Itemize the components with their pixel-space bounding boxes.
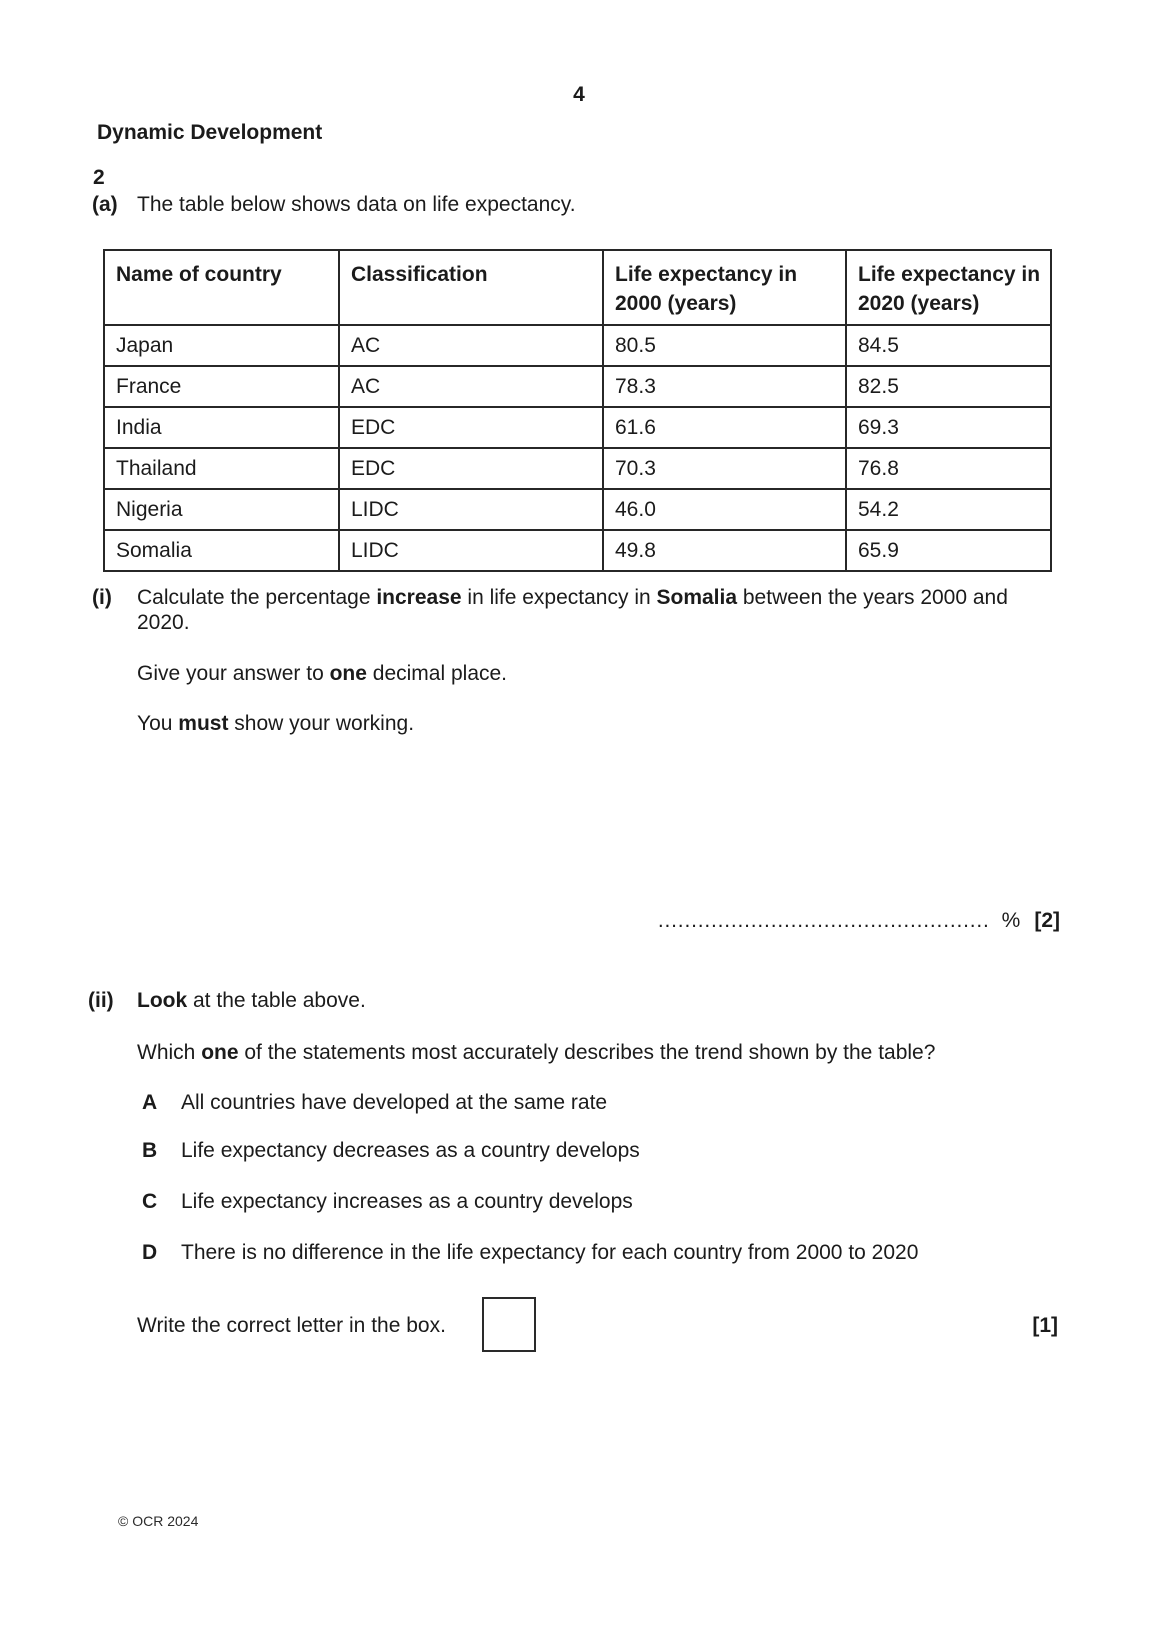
cell-classification: LIDC xyxy=(339,530,603,571)
part-i-question xyxy=(137,585,1052,635)
header-2020: Life expectancy in 2020 (years) xyxy=(846,250,1051,325)
option-a-letter: A xyxy=(142,1091,158,1114)
cell-2020: 76.8 xyxy=(846,448,1051,489)
table-row xyxy=(104,489,1051,530)
question-number: 2 xyxy=(93,166,105,189)
part-a-text: The table below shows data on life expectancy. xyxy=(137,193,576,216)
cell-2000: 49.8 xyxy=(603,530,846,571)
cell-2000: 46.0 xyxy=(603,489,846,530)
answer-line[interactable]: .................................................. xyxy=(657,909,990,932)
cell-2020: 69.3 xyxy=(846,407,1051,448)
option-b-letter: B xyxy=(142,1139,158,1162)
option-d-text: There is no difference in the life expectancy for each country from 2000 to 2020 xyxy=(181,1241,919,1264)
page-number: 4 xyxy=(573,83,585,106)
header-country: Name of country xyxy=(104,250,339,325)
cell-classification: AC xyxy=(339,366,603,407)
cell-2000: 61.6 xyxy=(603,407,846,448)
part-ii-look: Look at the table above. xyxy=(137,989,366,1012)
cell-country: Thailand xyxy=(104,448,339,489)
option-c-letter: C xyxy=(142,1190,158,1213)
percent-sign: % xyxy=(1001,909,1021,932)
cell-2000: 80.5 xyxy=(603,325,846,366)
option-c-text: Life expectancy increases as a country develops xyxy=(181,1190,633,1213)
cell-country: France xyxy=(104,366,339,407)
option-b-text: Life expectancy decreases as a country develops xyxy=(181,1139,640,1162)
table-row xyxy=(104,407,1051,448)
part-a-label: (a) xyxy=(92,193,118,216)
section-title: Dynamic Development xyxy=(97,121,323,144)
table-row xyxy=(104,448,1051,489)
table-row xyxy=(104,325,1051,366)
cell-2000: 70.3 xyxy=(603,448,846,489)
option-d-letter: D xyxy=(142,1241,158,1264)
part-i-question-line1: Calculate the percentage increase in life expectancy in Somalia between the years 2000 and xyxy=(137,586,1008,609)
cell-country: Japan xyxy=(104,325,339,366)
part-ii-question: Which one of the statements most accurately describes the trend shown by the table? xyxy=(137,1041,936,1064)
table-row xyxy=(104,366,1051,407)
cell-classification: EDC xyxy=(339,407,603,448)
part-i-marks: [2] xyxy=(1034,909,1060,932)
part-i-question-line2: 2020. xyxy=(137,611,190,634)
cell-2020: 65.9 xyxy=(846,530,1051,571)
table-header-row xyxy=(104,250,1051,325)
table-row xyxy=(104,530,1051,571)
header-2000: Life expectancy in 2000 (years) xyxy=(603,250,846,325)
life-expectancy-table xyxy=(103,249,1052,572)
answer-box[interactable] xyxy=(482,1297,536,1352)
cell-country: India xyxy=(104,407,339,448)
copyright-footer: © OCR 2024 xyxy=(118,1513,199,1529)
cell-classification: AC xyxy=(339,325,603,366)
part-i-label: (i) xyxy=(92,586,112,609)
cell-2020: 54.2 xyxy=(846,489,1051,530)
part-ii-marks: [1] xyxy=(1032,1314,1058,1337)
cell-2020: 82.5 xyxy=(846,366,1051,407)
header-classification: Classification xyxy=(339,250,603,325)
cell-country: Somalia xyxy=(104,530,339,571)
cell-classification: EDC xyxy=(339,448,603,489)
cell-2000: 78.3 xyxy=(603,366,846,407)
part-i-answer-row xyxy=(658,908,1060,933)
part-ii-answer-prompt: Write the correct letter in the box. xyxy=(137,1314,446,1337)
part-i-decimal-note: Give your answer to one decimal place. xyxy=(137,662,508,685)
part-ii-label: (ii) xyxy=(88,989,114,1012)
cell-country: Nigeria xyxy=(104,489,339,530)
cell-2020: 84.5 xyxy=(846,325,1051,366)
part-i-working-note: You must show your working. xyxy=(137,712,415,735)
option-a-text: All countries have developed at the same rate xyxy=(181,1091,608,1114)
cell-classification: LIDC xyxy=(339,489,603,530)
